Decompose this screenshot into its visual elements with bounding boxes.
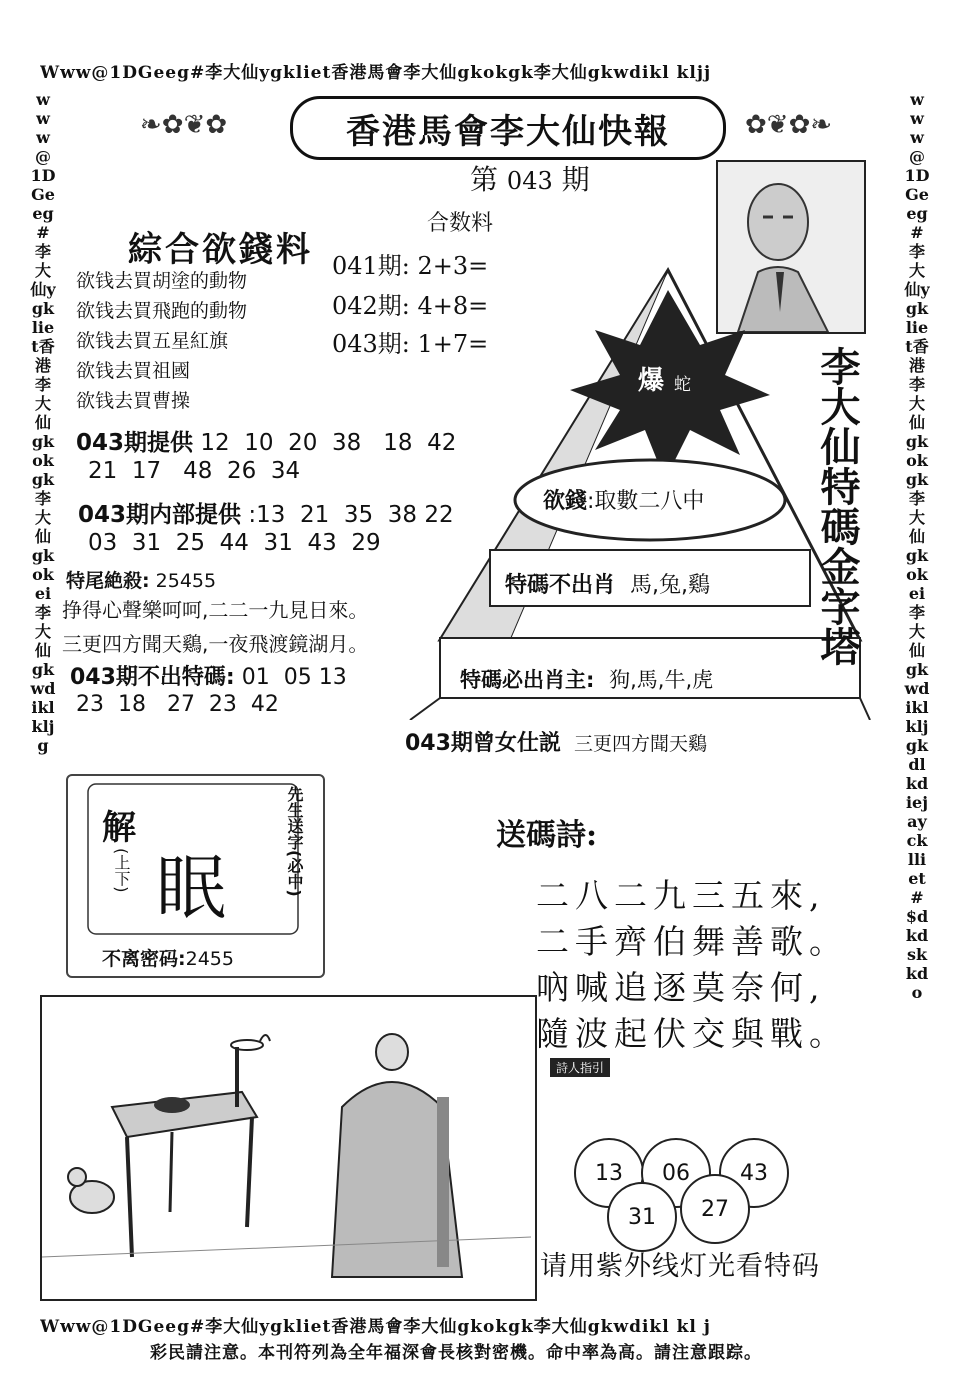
song-poem-heading: 送碼詩: [496,818,598,853]
tewei-label: 特尾絶殺: [66,570,150,592]
right-border-text: www@1DGeeg#李大仙ygkliet香港李大仙gkokgk李大仙gkokei李大仙gkwdiklkljgkdlkdiejaycklliet#$dkdskkdo [904,90,930,1002]
song-poem-line-1: 二八二九三五來, [536,876,826,915]
tier-1-label: 欲錢 [543,489,588,514]
song-poem-line-4: 隨波起伏交與戰。 [536,1014,848,1053]
tier-3-value: 狗,馬,牛,虎 [609,668,714,692]
number-ball: 13 [574,1138,644,1208]
provide-line-2: 21 17 48 26 34 [88,458,301,484]
zeng-value: 三更四方聞天鷄 [573,733,707,755]
internal-line-2: 03 31 25 44 31 43 29 [88,530,381,556]
number-ball: 31 [607,1182,677,1252]
zonghe-item-5: 欲钱去買曹操 [76,390,191,412]
issue-label [470,158,590,198]
internal-label: 043期内部提供 [78,502,242,528]
zonghe-item-4: 欲钱去買祖國 [76,360,191,382]
hes-row-3: 043期: 1+7= [332,330,489,358]
number-ball: 06 [641,1138,711,1208]
hes-heading: 合数料 [427,211,494,236]
ornament-left-icon: ❧✿❦✿ [140,110,228,140]
pyramid-top-sub: 蛇 [674,375,691,395]
zeng-label: 043期曾女仕説 [405,731,561,756]
pyramid-tier-2 [505,568,710,599]
riddle-main-char: 眠 [156,847,226,929]
issue-suffix: 期 [561,163,590,196]
riddle-secret [102,944,234,971]
uv-hint: 请用紫外线灯光看特码 [540,1251,820,1282]
poem-line-1: 挣得心聲樂呵呵,二二一九見日來。 [62,598,369,622]
riddle-jie-sub: (上下) [112,848,131,893]
pyramid-tier-1 [543,484,704,515]
issue-number: 043 [506,167,553,195]
provide-label: 043期提供 [76,430,194,456]
riddle-box [66,774,325,978]
number-ball: 43 [719,1138,789,1208]
tier-2-value: 馬,兔,鷄 [630,573,711,598]
footer-notice: 彩民請注意。本刊符列為全年福深會長核對密機。命中率為高。請注意跟踪。 [150,1343,762,1363]
top-border-text: Www@1DGeeg#李大仙ygkliet香港馬會李大仙gkokgk李大仙gkwdikl kljj [40,63,712,83]
page-title: 香港馬會李大仙快報 [290,96,726,160]
pyramid-side-label: 李大仙特碼金字塔 [814,346,861,666]
internal-line-1: :13 21 35 38 22 [248,502,454,528]
no-special-line-2: 23 18 27 23 42 [76,692,279,717]
issue-prefix: 第 [470,163,499,196]
zonghe-item-1: 欲钱去買胡塗的動物 [76,270,248,292]
pyramid-tier-3 [460,664,713,694]
no-special-label: 043期不出特碼: [70,665,235,690]
internal-block [78,496,454,529]
hes-row-1: 041期: 2+3= [332,252,489,280]
illustration-scholar [40,995,537,1301]
tier-3-label: 特碼必出肖主: [460,668,595,692]
provide-line-1: 12 10 20 38 18 42 [200,430,457,456]
pyramid-top-char: 爆 [638,366,665,396]
tewei-block [66,566,216,593]
tier-1-value: :取數二八中 [587,489,705,514]
song-poem-line-3: 吶喊追逐莫奈何, [536,968,826,1007]
tewei-value: 25455 [155,570,217,592]
left-border-text: www@1DGeeg#李大仙ygkliet香港李大仙gkokgk李大仙gkokei李大仙gkwdiklkljg [30,90,56,755]
zonghe-item-3: 欲钱去買五星紅旗 [76,330,229,352]
poem-stamp: 詩人指引 [550,1058,610,1077]
song-poem-line-2: 二手齊伯舞善歌。 [536,922,848,961]
riddle-jie: 解 [102,808,136,848]
no-special-block [70,660,347,691]
number-ball: 27 [680,1174,750,1244]
riddle-side: 先生送字(必中) [285,786,304,897]
zeng-block [405,726,707,757]
zonghe-item-2: 欲钱去買飛跑的動物 [76,300,248,322]
secret-label: 不离密码: [102,948,186,970]
zonghe-heading: 綜合欲錢料 [128,230,313,270]
secret-value: 2455 [185,948,234,970]
ornament-right-icon: ✿❦✿❧ [745,110,833,140]
hes-row-2: 042期: 4+8= [332,292,489,320]
bottom-border-text: Www@1DGeeg#李大仙ygkliet香港馬會李大仙gkokgk李大仙gkwdikl kl j [40,1317,711,1337]
poem-line-2: 三更四方聞天鷄,一夜飛渡鏡湖月。 [62,632,369,656]
no-special-line-1: 01 05 13 [241,665,347,690]
tier-2-label: 特碼不出肖 [505,573,616,598]
